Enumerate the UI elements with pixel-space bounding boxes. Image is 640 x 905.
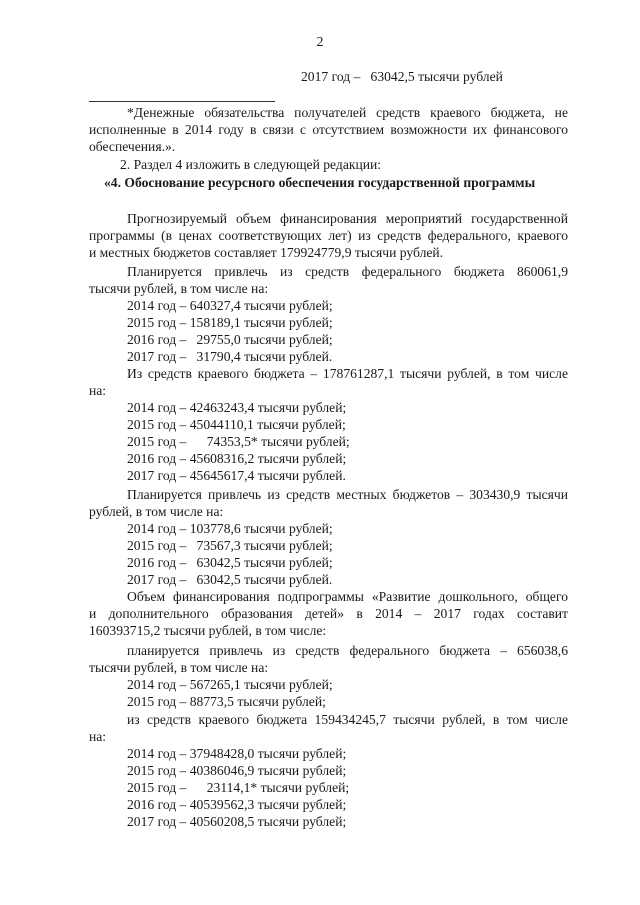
footnote-line-2: исполненные в 2014 году в связи с отсутствием возможности их финансового	[89, 122, 568, 137]
p1-line-3: и местных бюджетов составляет 179924779,9 тысячи рублей.	[89, 245, 444, 260]
sub-regional-line-1: из средств краевого бюджета 159434245,7 тысячи рублей, в том числе	[127, 712, 568, 727]
list-item: 2017 год – 40560208,5 тысячи рублей;	[127, 814, 347, 829]
list-item: 2014 год – 103778,6 тысячи рублей;	[127, 521, 333, 536]
subprogram-line-2: и дополнительного образования детей» в 2014 – 2017 годах составит	[89, 606, 568, 621]
list-item: 2015 год – 158189,1 тысячи рублей;	[127, 315, 333, 330]
list-item: 2015 год – 23114,1* тысячи рублей;	[127, 780, 350, 795]
top-line: 2017 год – 63042,5 тысячи рублей	[301, 69, 503, 84]
subprogram-line-3: 160393715,2 тысячи рублей, в том числе:	[89, 623, 327, 638]
local-line-2: рублей, в том числе на:	[89, 504, 224, 519]
local-line-1: Планируется привлечь из средств местных бюджетов – 303430,9 тысячи	[127, 487, 568, 502]
federal-line-2: тысячи рублей, в том числе на:	[89, 281, 269, 296]
list-item: 2016 год – 45608316,2 тысячи рублей;	[127, 451, 347, 466]
regional-line-1: Из средств краевого бюджета – 178761287,1 тысячи рублей, в том числе	[127, 366, 568, 381]
list-item: 2015 год – 88773,5 тысячи рублей;	[127, 694, 326, 709]
federal-line-1: Планируется привлечь из средств федерального бюджета 860061,9	[127, 264, 568, 279]
subprogram-line-1: Объем финансирования подпрограммы «Развитие дошкольного, общего	[127, 589, 568, 604]
list-item: 2015 год – 74353,5* тысячи рублей;	[127, 434, 350, 449]
page-number: 2	[316, 35, 324, 50]
item-2: 2. Раздел 4 изложить в следующей редакции:	[120, 157, 382, 172]
section-heading: «4. Обоснование ресурсного обеспечения государственной программы	[104, 175, 536, 190]
list-item: 2015 год – 45044110,1 тысячи рублей;	[127, 417, 346, 432]
list-item: 2014 год – 42463243,4 тысячи рублей;	[127, 400, 347, 415]
sub-federal-line-1: планируется привлечь из средств федерального бюджета – 656038,6	[127, 643, 568, 658]
list-item: 2016 год – 63042,5 тысячи рублей;	[127, 555, 333, 570]
sub-federal-line-2: тысячи рублей, в том числе на:	[89, 660, 269, 675]
p1-line-1: Прогнозируемый объем финансирования мероприятий государственной	[127, 211, 568, 226]
footnote-separator	[89, 101, 275, 102]
sub-regional-line-2: на:	[89, 729, 107, 744]
footnote-line-3: обеспечения.».	[89, 139, 176, 154]
list-item: 2017 год – 45645617,4 тысячи рублей.	[127, 468, 346, 483]
p1-line-2: программы (в ценах соответствующих лет) из средств федерального, краевого	[89, 228, 568, 243]
list-item: 2015 год – 40386046,9 тысячи рублей;	[127, 763, 347, 778]
list-item: 2014 год – 37948428,0 тысячи рублей;	[127, 746, 347, 761]
list-item: 2016 год – 40539562,3 тысячи рублей;	[127, 797, 347, 812]
list-item: 2016 год – 29755,0 тысячи рублей;	[127, 332, 333, 347]
list-item: 2014 год – 567265,1 тысячи рублей;	[127, 677, 333, 692]
footnote-line-1: *Денежные обязательства получателей средств краевого бюджета, не	[127, 105, 568, 120]
list-item: 2015 год – 73567,3 тысячи рублей;	[127, 538, 333, 553]
list-item: 2014 год – 640327,4 тысячи рублей;	[127, 298, 333, 313]
regional-line-2: на:	[89, 383, 107, 398]
list-item: 2017 год – 63042,5 тысячи рублей.	[127, 572, 333, 587]
list-item: 2017 год – 31790,4 тысячи рублей.	[127, 349, 333, 364]
